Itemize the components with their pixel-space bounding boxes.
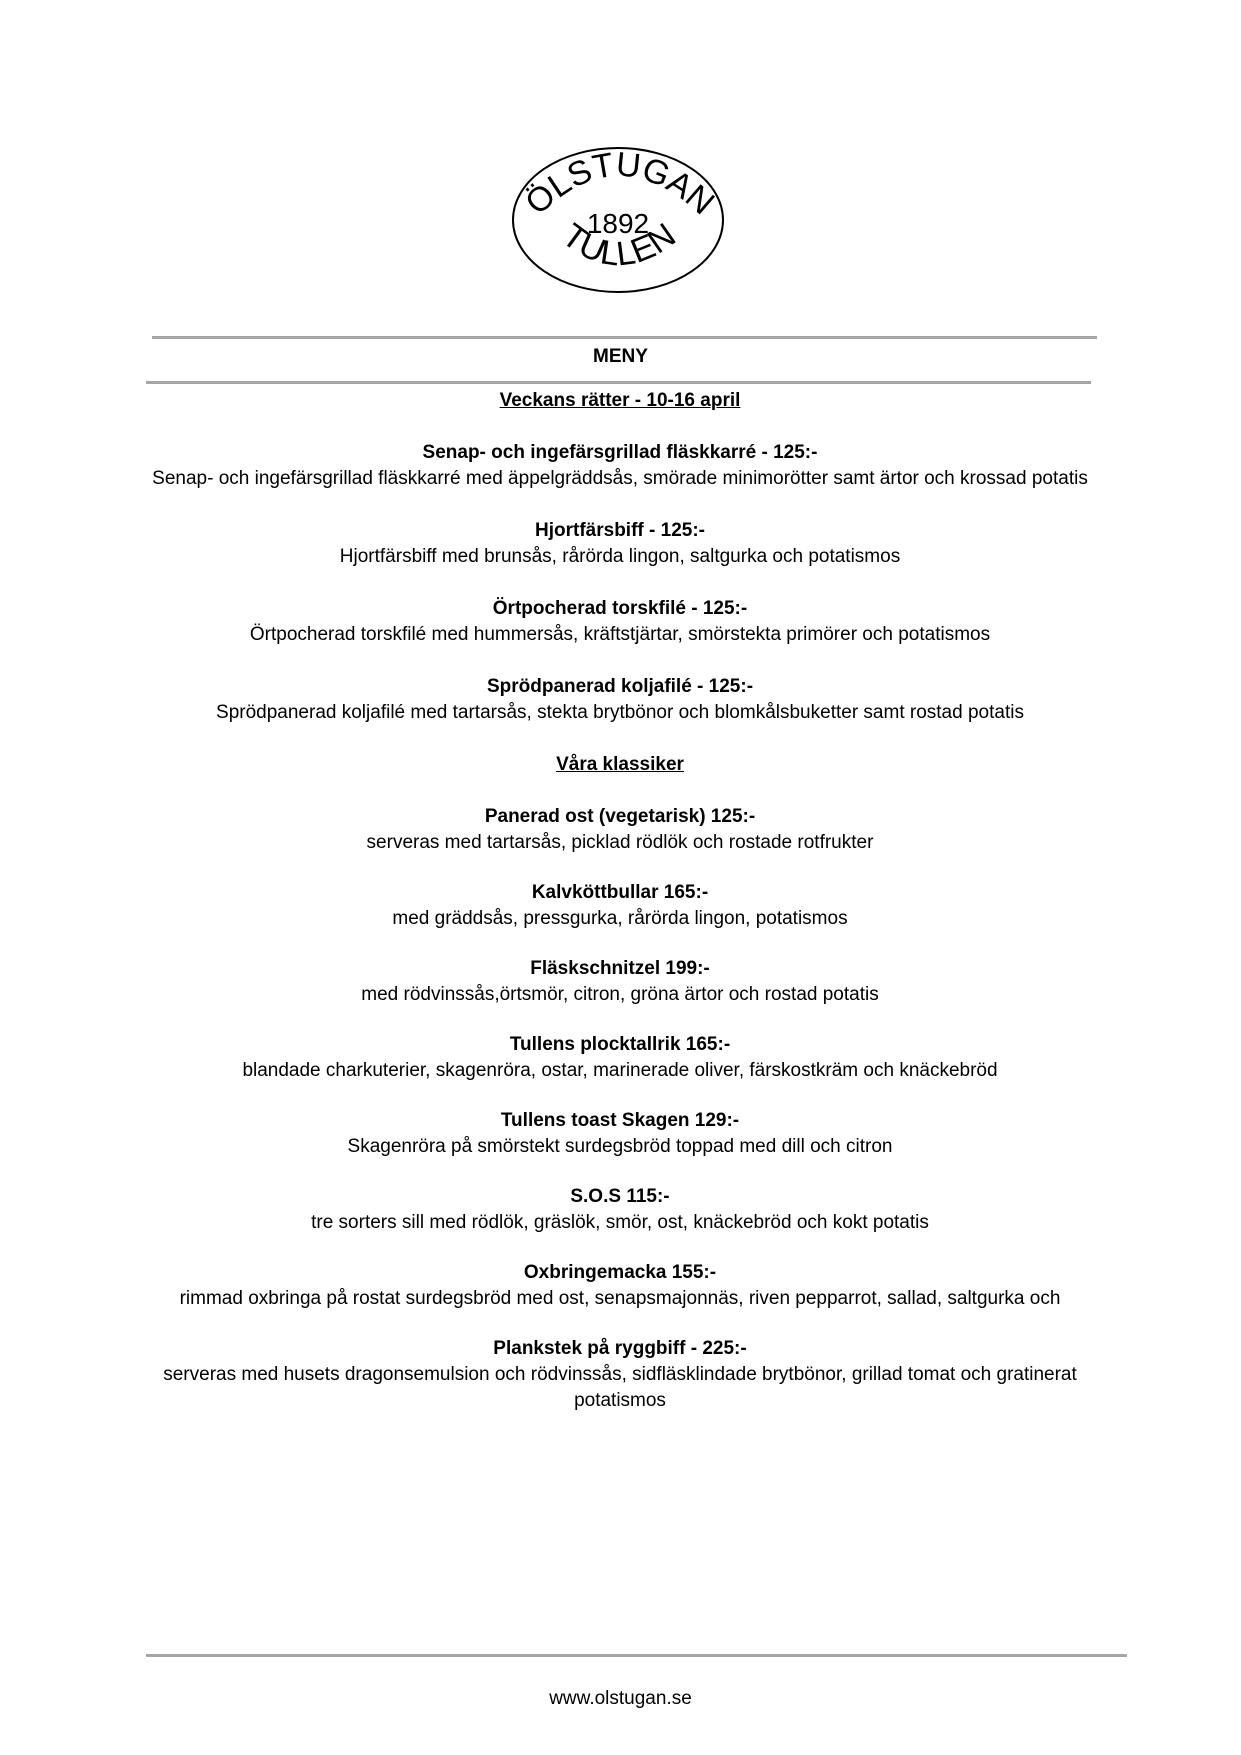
heading-divider [146,381,1091,384]
classic-dish [150,1108,1090,1160]
dish-description: rimmad oxbringa på rostat surdegsbröd med ost, senapsmajonnäs, riven pepparrot, sallad, saltgurka och [179,1288,1061,1309]
dish-name: Örtpocherad torskfilé - 125:- [492,598,748,619]
dish-name: Sprödpanerad koljafilé - 125:- [486,676,754,697]
dish-name: Fläskschnitzel 199:- [530,958,710,979]
classic-dish [150,804,1090,856]
weekly-dish [150,674,1090,726]
logo-bottom-text: TULLEN [555,216,683,274]
dish-description: Skagenröra på smörstekt surdegsbröd toppad med dill och citron [347,1136,893,1157]
dish-name: Panerad ost (vegetarisk) 125:- [484,806,756,827]
dish-description: Senap- och ingefärsgrillad fläskkarré med äppelgräddsås, smörade minimorötter samt ärtor och krossad potatis [152,468,1088,489]
dish-name: Senap- och ingefärsgrillad fläskkarré - 125:- [422,442,818,463]
classic-dish [150,1184,1090,1236]
weekly-dish [150,596,1090,648]
top-divider [152,336,1097,339]
dish-name: Oxbringemacka 155:- [523,1262,717,1283]
classic-dish [150,1032,1090,1084]
dish-name: Kalvköttbullar 165:- [531,882,709,903]
dish-description: med rödvinssås,örtsmör, citron, gröna ärtor och rostad potatis [361,984,879,1005]
classic-dish [150,1260,1090,1312]
dish-name: Plankstek på ryggbiff - 225:- [493,1338,747,1359]
classics-section-title: Våra klassiker [556,754,684,775]
dish-name: Hjortfärsbiff - 125:- [535,520,705,541]
logo-seal-graphic [508,143,728,293]
weekly-dish [150,440,1090,492]
dish-name: S.O.S 115:- [570,1186,670,1207]
dish-description: Sprödpanerad koljafilé med tartarsås, stekta brytbönor och blomkålsbuketter samt rostad potatis [216,702,1024,723]
menu-heading: MENY [593,346,648,367]
classic-dish [150,956,1090,1008]
dish-name: Tullens plocktallrik 165:- [509,1034,731,1055]
dish-description: Hjortfärsbiff med brunsås, rårörda lingon, saltgurka och potatismos [339,546,901,567]
footer-website-link[interactable]: www.olstugan.se [549,1688,692,1709]
classic-dish [150,880,1090,932]
dish-description: Örtpocherad torskfilé med hummersås, kräftstjärtar, smörstekta primörer och potatismos [249,624,991,645]
dish-description: tre sorters sill med rödlök, gräslök, smör, ost, knäckebröd och kokt potatis [311,1212,929,1233]
logo-top-text: ÖLSTUGAN [518,145,722,223]
olstugan-tullen-logo [508,143,728,293]
dish-description: serveras med husets dragonsemulsion och rödvinssås, sidfläsklindade brytbönor, grillad tomat och gratinerat potatismos [163,1364,1077,1411]
menu-content [150,388,1090,1438]
footer-divider [146,1654,1127,1657]
weekly-section-title: Veckans rätter - 10-16 april [499,390,741,411]
logo-year: 1892 [586,208,650,239]
dish-description: blandade charkuterier, skagenröra, ostar, marinerade oliver, färskostkräm och knäckebröd [242,1060,998,1081]
dish-description: med gräddsås, pressgurka, rårörda lingon, potatismos [392,908,848,929]
dish-description: serveras med tartarsås, picklad rödlök och rostade rotfrukter [366,832,874,853]
dish-name: Tullens toast Skagen 129:- [500,1110,740,1131]
weekly-dish [150,518,1090,570]
classic-dish [150,1336,1090,1414]
